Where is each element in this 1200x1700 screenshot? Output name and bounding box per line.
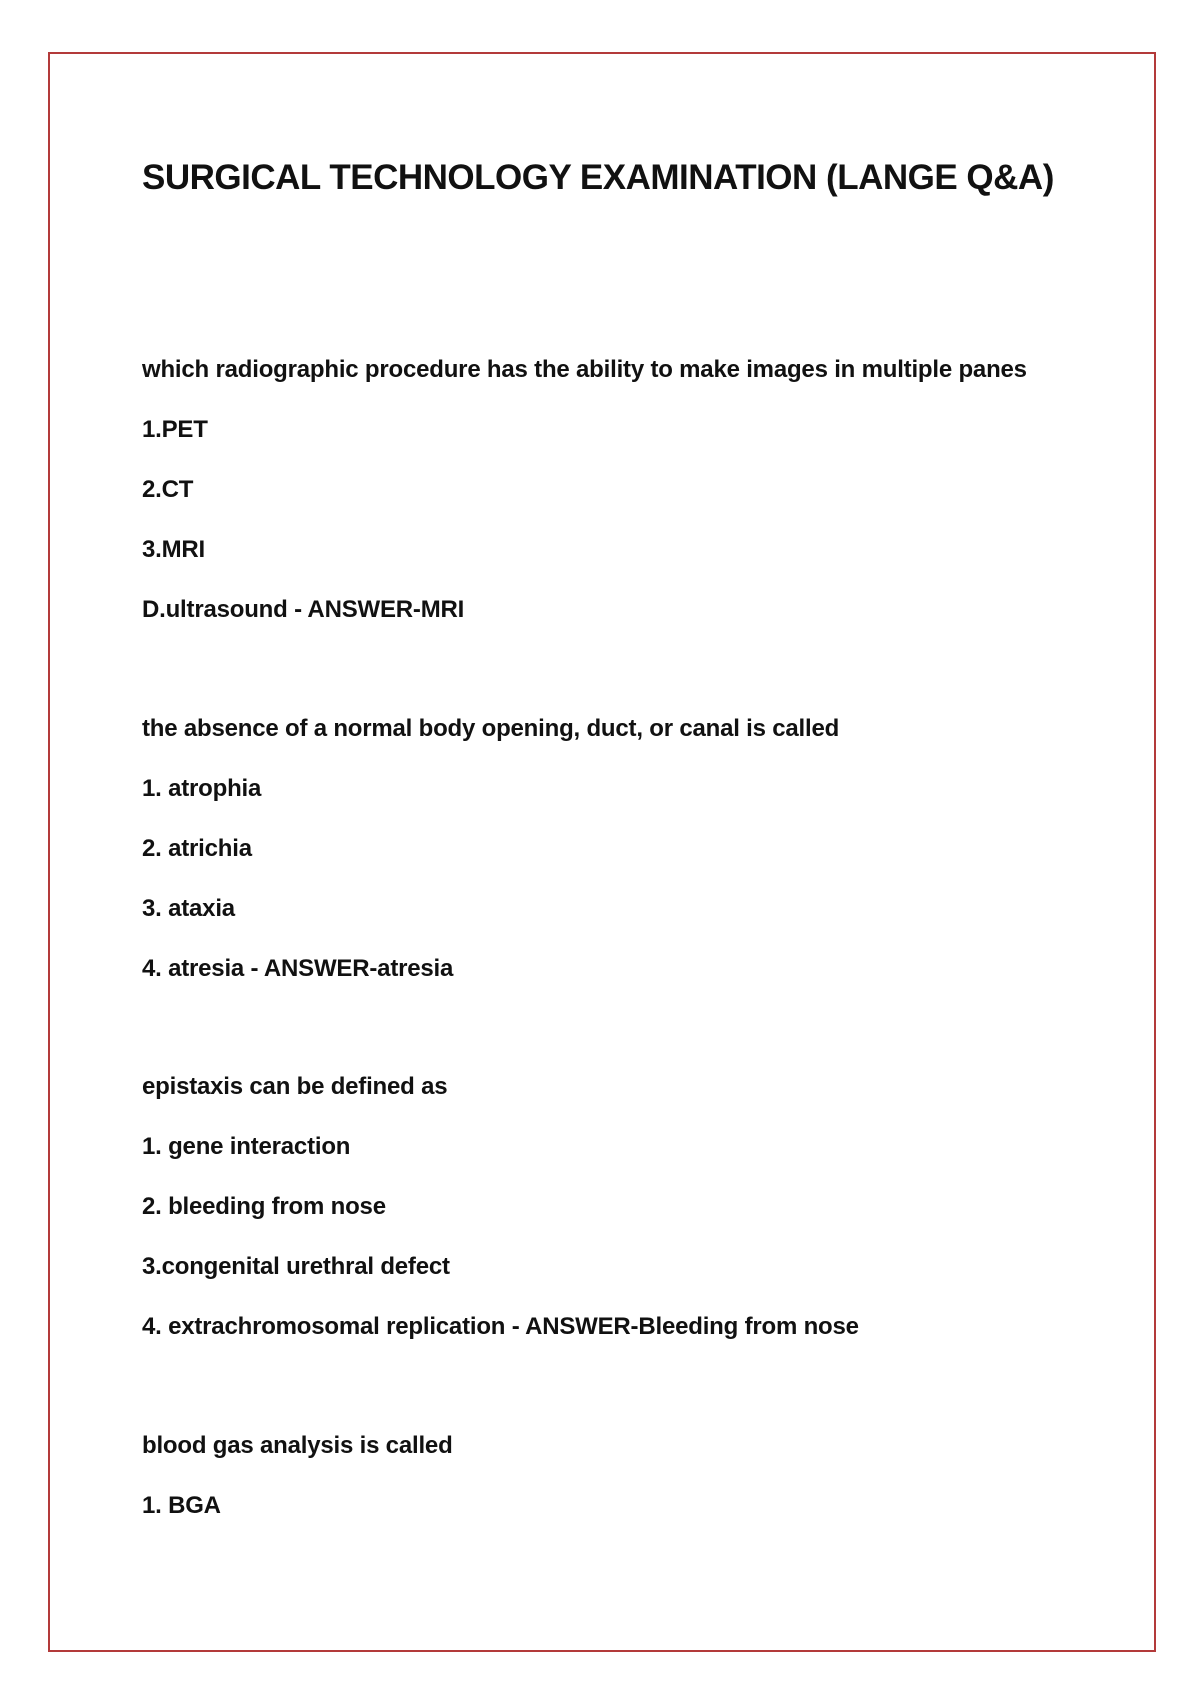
question-text: which radiographic procedure has the ability to make images in multiple panes: [142, 356, 1027, 383]
answer-option: 3. ataxia: [142, 895, 235, 922]
question-block-4: [142, 1432, 1102, 1552]
answer-option: 2.CT: [142, 476, 194, 503]
question-block-2: [142, 715, 1102, 1015]
document-title: SURGICAL TECHNOLOGY EXAMINATION (LANGE Q&A): [142, 158, 1054, 197]
answer-option: 1. gene interaction: [142, 1133, 351, 1160]
answer-option-with-answer: 4. extrachromosomal replication - ANSWER-Bleeding from nose: [142, 1313, 859, 1340]
question-block-3: [142, 1073, 1102, 1373]
answer-option-with-answer: 4. atresia - ANSWER-atresia: [142, 955, 454, 982]
answer-option: 2. atrichia: [142, 835, 252, 862]
answer-option: 1.PET: [142, 416, 208, 443]
question-text: blood gas analysis is called: [142, 1432, 453, 1459]
answer-option: 3.MRI: [142, 536, 206, 563]
question-block-1: [142, 356, 1102, 656]
answer-option: 3.congenital urethral defect: [142, 1253, 450, 1280]
answer-option: 1. BGA: [142, 1492, 221, 1519]
question-text: epistaxis can be defined as: [142, 1073, 448, 1100]
question-text: the absence of a normal body opening, duct, or canal is called: [142, 715, 840, 742]
answer-option: 1. atrophia: [142, 775, 262, 802]
answer-option-with-answer: D.ultrasound - ANSWER-MRI: [142, 596, 465, 623]
answer-option: 2. bleeding from nose: [142, 1193, 386, 1220]
